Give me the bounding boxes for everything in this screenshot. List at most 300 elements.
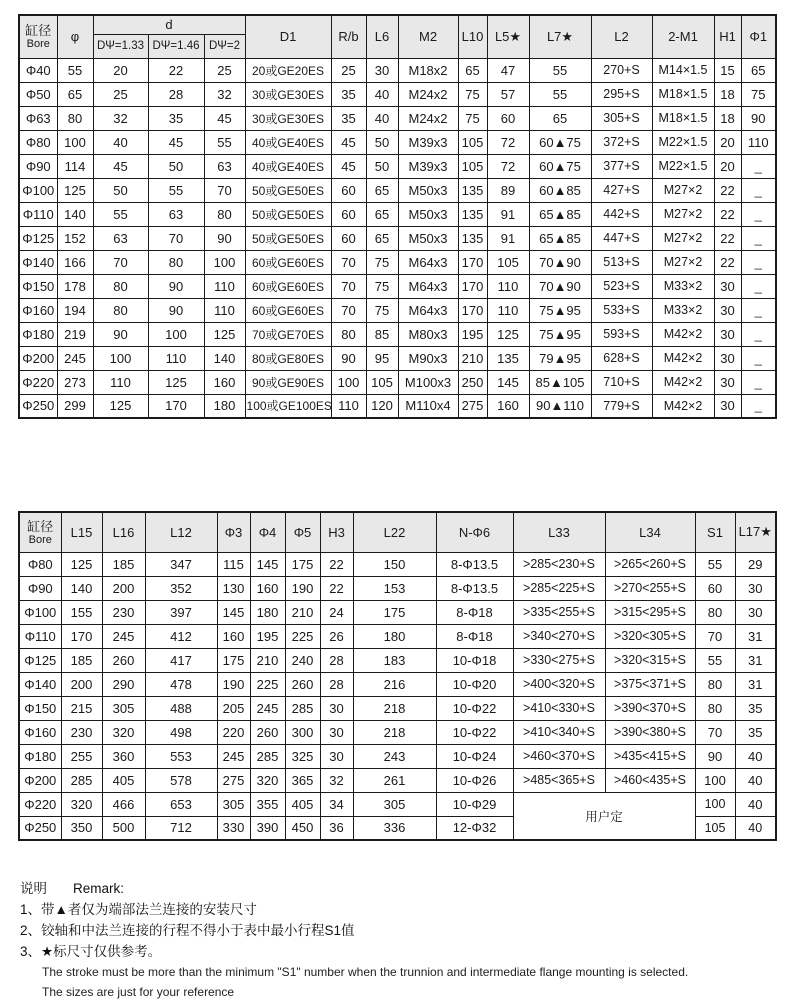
value-cell: 261 [353, 768, 436, 792]
value-cell: 100 [695, 792, 735, 816]
value-cell: 90 [204, 226, 245, 250]
value-cell: M50x3 [398, 202, 458, 226]
value-cell: 65 [741, 58, 776, 82]
table-row [19, 394, 776, 418]
value-cell: 488 [145, 696, 217, 720]
value-cell: 305 [217, 792, 250, 816]
value-cell: 10-Φ22 [436, 696, 513, 720]
value-cell: 55 [93, 202, 148, 226]
value-cell: 390 [250, 816, 285, 840]
value-cell: 60 [331, 178, 366, 202]
col-header-phi3: Φ3 [217, 512, 250, 552]
value-cell: 40 [366, 82, 398, 106]
value-cell: M39x3 [398, 154, 458, 178]
value-cell: 35 [735, 720, 776, 744]
table-row [19, 648, 776, 672]
value-cell: 30 [714, 274, 741, 298]
value-cell: 10-Φ26 [436, 768, 513, 792]
bore-cell: Φ200 [19, 768, 61, 792]
bore-cell: Φ50 [19, 82, 57, 106]
value-cell: 305+S [591, 106, 652, 130]
value-cell: 245 [250, 696, 285, 720]
value-cell: 15 [714, 58, 741, 82]
value-cell: 478 [145, 672, 217, 696]
value-cell: >265<260+S [605, 552, 695, 576]
value-cell: 22 [320, 552, 353, 576]
remarks-title [20, 879, 775, 899]
table-row [19, 720, 776, 744]
value-cell: 466 [102, 792, 145, 816]
value-cell: 90 [695, 744, 735, 768]
remark-english-1: The stroke must be more than the minimum "S1" number when the trunnion and intermediate flange mounting is selected. [42, 965, 689, 979]
value-cell: M90x3 [398, 346, 458, 370]
value-cell: 95 [366, 346, 398, 370]
value-cell: 110 [487, 274, 529, 298]
value-cell: >460<370+S [513, 744, 605, 768]
value-cell: 377+S [591, 154, 652, 178]
value-cell: 442+S [591, 202, 652, 226]
value-cell: 210 [458, 346, 487, 370]
value-cell: 31 [735, 648, 776, 672]
value-cell: 153 [353, 576, 436, 600]
table-row [19, 178, 776, 202]
value-cell: >320<305+S [605, 624, 695, 648]
value-cell: 20 [714, 154, 741, 178]
col-header-h3: H3 [320, 512, 353, 552]
value-cell: 105 [487, 250, 529, 274]
bore-cell: Φ250 [19, 394, 57, 418]
col-header-l10: L10 [458, 15, 487, 58]
value-cell: 45 [93, 154, 148, 178]
value-cell: >285<225+S [513, 576, 605, 600]
value-cell: 35 [331, 82, 366, 106]
value-cell: 60或GE60ES [245, 274, 331, 298]
value-cell: 405 [285, 792, 320, 816]
value-cell: 55 [204, 130, 245, 154]
value-cell: 273 [57, 370, 93, 394]
value-cell: 180 [353, 624, 436, 648]
value-cell: 155 [61, 600, 102, 624]
bore-cell: Φ160 [19, 720, 61, 744]
value-cell: 405 [102, 768, 145, 792]
value-cell: 145 [250, 552, 285, 576]
value-cell: 450 [285, 816, 320, 840]
value-cell: 578 [145, 768, 217, 792]
value-cell: _ [741, 346, 776, 370]
value-cell: 85▲105 [529, 370, 591, 394]
value-cell: M27×2 [652, 226, 714, 250]
value-cell: _ [741, 394, 776, 418]
value-cell: 350 [61, 816, 102, 840]
value-cell: _ [741, 274, 776, 298]
value-cell: 47 [487, 58, 529, 82]
value-cell: 8-Φ18 [436, 600, 513, 624]
value-cell: 45 [331, 154, 366, 178]
value-cell: 30或GE30ES [245, 82, 331, 106]
value-cell: 170 [61, 624, 102, 648]
value-cell: 320 [102, 720, 145, 744]
value-cell: 219 [57, 322, 93, 346]
value-cell: 25 [331, 58, 366, 82]
value-cell: 80 [331, 322, 366, 346]
bore-cell: Φ140 [19, 672, 61, 696]
value-cell: 70 [331, 274, 366, 298]
value-cell: M39x3 [398, 130, 458, 154]
value-cell: 110 [331, 394, 366, 418]
value-cell: 10-Φ24 [436, 744, 513, 768]
table-row [19, 250, 776, 274]
bore-cell: Φ125 [19, 648, 61, 672]
value-cell: 70 [331, 298, 366, 322]
value-cell: >375<371+S [605, 672, 695, 696]
table1-body [19, 58, 776, 418]
col-header-l17: L17★ [735, 512, 776, 552]
value-cell: 22 [714, 226, 741, 250]
value-cell: >330<275+S [513, 648, 605, 672]
value-cell: 70 [331, 250, 366, 274]
table-row [19, 226, 776, 250]
value-cell: 336 [353, 816, 436, 840]
value-cell: _ [741, 322, 776, 346]
value-cell: 80 [695, 696, 735, 720]
value-cell: 175 [285, 552, 320, 576]
bore-cell: Φ250 [19, 816, 61, 840]
value-cell: 22 [714, 202, 741, 226]
col-header-s1: S1 [695, 512, 735, 552]
value-cell: 50或GE50ES [245, 202, 331, 226]
bore-cell: Φ180 [19, 322, 57, 346]
col-header-m2: M2 [398, 15, 458, 58]
value-cell: >400<320+S [513, 672, 605, 696]
value-cell: 60▲75 [529, 154, 591, 178]
value-cell: 245 [102, 624, 145, 648]
value-cell: 114 [57, 154, 93, 178]
remark-item-3: 3、★标尺寸仅供参考。 [20, 944, 162, 959]
value-cell: M22×1.5 [652, 154, 714, 178]
table-row [19, 322, 776, 346]
value-cell: 40或GE40ES [245, 130, 331, 154]
value-cell: 170 [458, 298, 487, 322]
value-cell: 100 [204, 250, 245, 274]
value-cell: 28 [320, 672, 353, 696]
col-header-n-phi6: N-Φ6 [436, 512, 513, 552]
col-header-l34: L34 [605, 512, 695, 552]
value-cell: 125 [93, 394, 148, 418]
value-cell: 12-Φ32 [436, 816, 513, 840]
value-cell: 160 [217, 624, 250, 648]
value-cell: 55 [57, 58, 93, 82]
value-cell: 115 [217, 552, 250, 576]
value-cell: 57 [487, 82, 529, 106]
value-cell: 26 [320, 624, 353, 648]
bore-cell: Φ90 [19, 154, 57, 178]
table-row [19, 672, 776, 696]
value-cell: 31 [735, 624, 776, 648]
value-cell: M18×1.5 [652, 106, 714, 130]
table-row [19, 58, 776, 82]
value-cell: 305 [102, 696, 145, 720]
value-cell: 50 [366, 154, 398, 178]
value-cell: M27×2 [652, 250, 714, 274]
value-cell: M100x3 [398, 370, 458, 394]
value-cell: 100或GE100ES [245, 394, 331, 418]
bore-cell: Φ80 [19, 552, 61, 576]
value-cell: 220 [217, 720, 250, 744]
col-header-l5: L5★ [487, 15, 529, 58]
value-cell: 216 [353, 672, 436, 696]
value-cell: >285<230+S [513, 552, 605, 576]
value-cell: M33×2 [652, 274, 714, 298]
value-cell: 170 [148, 394, 204, 418]
value-cell: 180 [250, 600, 285, 624]
value-cell: M27×2 [652, 178, 714, 202]
value-cell: _ [741, 154, 776, 178]
value-cell: >335<255+S [513, 600, 605, 624]
value-cell: 285 [250, 744, 285, 768]
value-cell: 65 [366, 226, 398, 250]
value-cell: 110 [204, 274, 245, 298]
bore-cell: Φ140 [19, 250, 57, 274]
bore-cell: Φ150 [19, 274, 57, 298]
value-cell: 135 [458, 202, 487, 226]
col-header-h1: H1 [714, 15, 741, 58]
bore-cell: Φ110 [19, 202, 57, 226]
value-cell: 140 [57, 202, 93, 226]
bore-cell: Φ220 [19, 370, 57, 394]
value-cell: 135 [458, 226, 487, 250]
value-cell: 35 [735, 696, 776, 720]
value-cell: 125 [57, 178, 93, 202]
value-cell: 275 [217, 768, 250, 792]
value-cell: _ [741, 178, 776, 202]
value-cell: 180 [204, 394, 245, 418]
value-cell: M24x2 [398, 106, 458, 130]
value-cell: 30 [320, 720, 353, 744]
col-header-bore: 缸径 Bore [19, 512, 61, 552]
value-cell: 79▲95 [529, 346, 591, 370]
value-cell: M42×2 [652, 346, 714, 370]
value-cell: 160 [204, 370, 245, 394]
value-cell: 30 [714, 370, 741, 394]
value-cell: 125 [204, 322, 245, 346]
value-cell: 110 [93, 370, 148, 394]
value-cell: 8-Φ13.5 [436, 576, 513, 600]
value-cell: 245 [57, 346, 93, 370]
table-row [19, 202, 776, 226]
col-header-2m1: 2-M1 [652, 15, 714, 58]
value-cell: 150 [353, 552, 436, 576]
bore-cell: Φ180 [19, 744, 61, 768]
value-cell: 40 [93, 130, 148, 154]
table-row [19, 600, 776, 624]
value-cell: M24x2 [398, 82, 458, 106]
value-cell: 75 [458, 82, 487, 106]
value-cell: 166 [57, 250, 93, 274]
value-cell: 190 [217, 672, 250, 696]
table-row [19, 346, 776, 370]
value-cell: 427+S [591, 178, 652, 202]
value-cell: 553 [145, 744, 217, 768]
value-cell: 412 [145, 624, 217, 648]
value-cell: 100 [93, 346, 148, 370]
value-cell: 355 [250, 792, 285, 816]
value-cell: 243 [353, 744, 436, 768]
value-cell: 32 [320, 768, 353, 792]
value-cell: 178 [57, 274, 93, 298]
value-cell: 65 [57, 82, 93, 106]
table-row [19, 696, 776, 720]
col-header-phi: φ [57, 15, 93, 58]
value-cell: 110 [148, 346, 204, 370]
value-cell: 40 [735, 792, 776, 816]
value-cell: 215 [61, 696, 102, 720]
value-cell: 195 [458, 322, 487, 346]
bore-cell: Φ90 [19, 576, 61, 600]
value-cell: 40 [366, 106, 398, 130]
value-cell: 628+S [591, 346, 652, 370]
value-cell: 365 [285, 768, 320, 792]
value-cell: 533+S [591, 298, 652, 322]
value-cell: 70或GE70ES [245, 322, 331, 346]
value-cell: 275 [458, 394, 487, 418]
value-cell: 8-Φ18 [436, 624, 513, 648]
value-cell: 372+S [591, 130, 652, 154]
value-cell: 91 [487, 202, 529, 226]
bore-cell: Φ220 [19, 792, 61, 816]
table-row [19, 552, 776, 576]
value-cell: 285 [285, 696, 320, 720]
value-cell: 22 [714, 178, 741, 202]
value-cell: M110x4 [398, 394, 458, 418]
value-cell: 160 [487, 394, 529, 418]
value-cell: 55 [529, 82, 591, 106]
value-cell: 110 [741, 130, 776, 154]
value-cell: 28 [320, 648, 353, 672]
value-cell: 175 [217, 648, 250, 672]
value-cell: 170 [458, 250, 487, 274]
value-cell: 75▲95 [529, 298, 591, 322]
bore-cell: Φ80 [19, 130, 57, 154]
value-cell: 50或GE50ES [245, 226, 331, 250]
value-cell: 100 [148, 322, 204, 346]
value-cell: 218 [353, 720, 436, 744]
value-cell: >435<415+S [605, 744, 695, 768]
value-cell: 55 [695, 648, 735, 672]
table-row [19, 624, 776, 648]
bore-cell: Φ125 [19, 226, 57, 250]
table-row [19, 792, 776, 816]
bore-cell: Φ40 [19, 58, 57, 82]
value-cell: 30 [714, 298, 741, 322]
value-cell: 72 [487, 154, 529, 178]
value-cell: >315<295+S [605, 600, 695, 624]
value-cell: 50 [148, 154, 204, 178]
value-cell: 30 [714, 346, 741, 370]
value-cell: 28 [148, 82, 204, 106]
value-cell: 105 [458, 154, 487, 178]
value-cell: 100 [331, 370, 366, 394]
value-cell: 320 [250, 768, 285, 792]
bore-cell: Φ63 [19, 106, 57, 130]
value-cell: 105 [366, 370, 398, 394]
value-cell: 10-Φ20 [436, 672, 513, 696]
value-cell: 20 [93, 58, 148, 82]
value-cell: 100 [695, 768, 735, 792]
value-cell: M18×1.5 [652, 82, 714, 106]
value-cell: 195 [250, 624, 285, 648]
bore-cell: Φ110 [19, 624, 61, 648]
remarks-title-en: Remark: [73, 881, 125, 896]
value-cell: 352 [145, 576, 217, 600]
value-cell: 10-Φ18 [436, 648, 513, 672]
value-cell: 60▲75 [529, 130, 591, 154]
value-cell: 50 [366, 130, 398, 154]
value-cell: 22 [148, 58, 204, 82]
value-cell: 18 [714, 106, 741, 130]
value-cell: 24 [320, 600, 353, 624]
col-header-d-psi-146: DΨ=1.46 [148, 34, 204, 58]
value-cell: 35 [331, 106, 366, 130]
value-cell: 145 [217, 600, 250, 624]
value-cell: 34 [320, 792, 353, 816]
value-cell: 125 [487, 322, 529, 346]
bore-cell: Φ200 [19, 346, 57, 370]
value-cell: 285 [61, 768, 102, 792]
value-cell: 240 [285, 648, 320, 672]
value-cell: M80x3 [398, 322, 458, 346]
table2-header [19, 512, 776, 552]
value-cell: M18x2 [398, 58, 458, 82]
value-cell: 29 [735, 552, 776, 576]
value-cell: 60 [331, 226, 366, 250]
value-cell: 63 [93, 226, 148, 250]
value-cell: 90 [148, 274, 204, 298]
value-cell: 100 [57, 130, 93, 154]
value-cell: 25 [93, 82, 148, 106]
value-cell: 80 [148, 250, 204, 274]
value-cell: 31 [735, 672, 776, 696]
value-cell: M27×2 [652, 202, 714, 226]
value-cell: 65 [458, 58, 487, 82]
value-cell: 80或GE80ES [245, 346, 331, 370]
value-cell: 40或GE40ES [245, 154, 331, 178]
col-header-phi5: Φ5 [285, 512, 320, 552]
value-cell: 447+S [591, 226, 652, 250]
value-cell: M42×2 [652, 322, 714, 346]
value-cell: 55 [148, 178, 204, 202]
col-header-phi4: Φ4 [250, 512, 285, 552]
value-cell: 30 [714, 394, 741, 418]
bore-cell: Φ150 [19, 696, 61, 720]
value-cell: 90 [741, 106, 776, 130]
value-cell: 210 [285, 600, 320, 624]
value-cell: 30 [714, 322, 741, 346]
value-cell: 185 [102, 552, 145, 576]
value-cell: 63 [204, 154, 245, 178]
value-cell: _ [741, 370, 776, 394]
value-cell: M64x3 [398, 274, 458, 298]
col-header-d-psi-133: DΨ=1.33 [93, 34, 148, 58]
value-cell: 10-Φ22 [436, 720, 513, 744]
col-header-l22: L22 [353, 512, 436, 552]
value-cell: >460<435+S [605, 768, 695, 792]
col-header-l16: L16 [102, 512, 145, 552]
value-cell: 40 [735, 816, 776, 840]
bore-cell: Φ160 [19, 298, 57, 322]
value-cell: _ [741, 202, 776, 226]
value-cell: 80 [57, 106, 93, 130]
value-cell: 75▲95 [529, 322, 591, 346]
